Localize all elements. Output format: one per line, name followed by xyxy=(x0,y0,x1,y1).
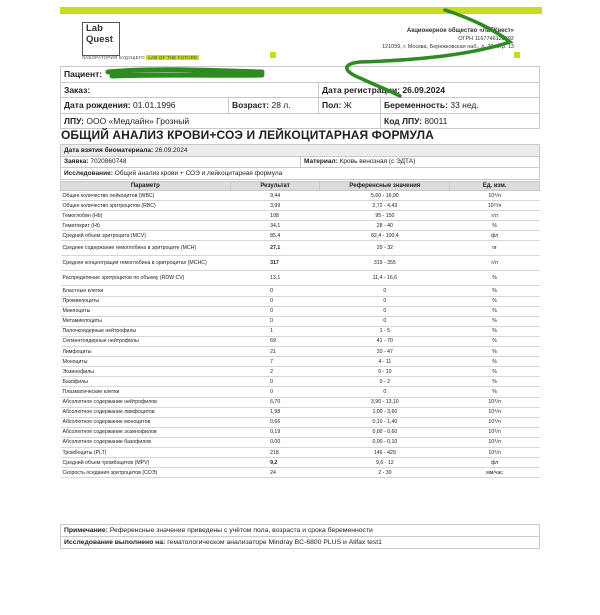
lpu-code-cell xyxy=(381,113,540,129)
reference-cell: 5,60 - 16,90 xyxy=(320,191,450,201)
parameter-cell: Гемоглобин (Hb) xyxy=(61,211,231,221)
result-cell: 0,19 xyxy=(230,427,320,437)
result-cell: 24 xyxy=(230,468,320,478)
material-value: Кровь венозная (с ЭДТА) xyxy=(339,158,416,166)
age-cell xyxy=(229,98,319,114)
reference-cell: 2 - 30 xyxy=(320,468,450,478)
sex-value: Ж xyxy=(343,100,352,111)
sex-cell xyxy=(319,98,381,114)
parameter-cell: Абсолютное содержание нейтрофилов xyxy=(61,397,231,407)
parameter-cell: Метамиелоциты xyxy=(61,316,231,326)
reference-cell: 95 - 150 xyxy=(320,211,450,221)
table-row xyxy=(61,241,540,256)
pregnancy-value: 33 нед. xyxy=(450,100,479,111)
parameter-cell: Плазматические клетки xyxy=(61,387,231,397)
result-cell: 317 xyxy=(230,256,320,271)
labquest-logo xyxy=(82,22,120,56)
table-row xyxy=(61,221,540,231)
dob-value: 01.01.1996 xyxy=(132,100,176,111)
table-row xyxy=(61,326,540,336)
lpu-cell xyxy=(61,113,381,129)
table-row xyxy=(61,407,540,417)
result-cell: 218 xyxy=(230,447,320,457)
parameter-cell: Средняя концентрация гемоглобина в эритроцитах (MCHC) xyxy=(61,256,231,271)
reference-cell: 0 - 2 xyxy=(320,377,450,387)
reference-cell: 3,90 - 13,10 xyxy=(320,397,450,407)
unit-cell: 10⁹/л xyxy=(450,397,540,407)
unit-cell: 10⁹/л xyxy=(450,407,540,417)
unit-cell: г/л xyxy=(450,211,540,221)
parameter-cell: Средний объем тромбоцитов (MPV) xyxy=(61,458,231,468)
reference-cell: 11,4 - 16,6 xyxy=(320,271,450,286)
parameter-cell: Базофилы xyxy=(61,377,231,387)
parameter-cell: Сегментоядерные нейтрофилы xyxy=(61,336,231,346)
reference-cell: 319 - 355 xyxy=(320,256,450,271)
results-table xyxy=(60,181,540,478)
company-address: 121059, г. Москва, Бережковская наб., д. 20, стр. 13 xyxy=(381,44,514,50)
request-label: Заявка: xyxy=(64,158,89,166)
reference-cell: 41 - 70 xyxy=(320,336,450,346)
table-row xyxy=(61,316,540,326)
table-row xyxy=(61,367,540,377)
result-cell: 0 xyxy=(230,377,320,387)
analyzer-cell xyxy=(61,537,540,549)
patient-row xyxy=(61,67,540,83)
table-row xyxy=(61,306,540,316)
unit-cell: 10⁹/л xyxy=(450,427,540,437)
pregnancy-label: Беременность: xyxy=(384,100,448,111)
reference-cell: 2,72 - 4,43 xyxy=(320,201,450,211)
reference-cell: 1 - 5 xyxy=(320,326,450,336)
result-cell: 7 xyxy=(230,357,320,367)
parameter-cell: Среднее содержание гемоглобина в эритроците (MCH) xyxy=(61,241,231,256)
dob-label: Дата рождения: xyxy=(64,100,131,111)
unit-cell: фл xyxy=(450,231,540,241)
parameter-cell: Средний объем эритроцита (MCV) xyxy=(61,231,231,241)
tagline-left: ЛАБОРАТОРИЯ БУДУЩЕГО xyxy=(82,55,145,60)
unit-cell: % xyxy=(450,316,540,326)
note-label: Примечание: xyxy=(64,527,108,534)
unit-cell: % xyxy=(450,357,540,367)
reference-cell: 20 - 47 xyxy=(320,347,450,357)
result-cell: 0 xyxy=(230,387,320,397)
table-row xyxy=(61,296,540,306)
note-cell xyxy=(61,525,540,537)
parameter-cell: Гематокрит (Ht) xyxy=(61,221,231,231)
result-cell: 0 xyxy=(230,296,320,306)
study-value: Общий анализ крови + СОЭ и лейкоцитарная формула xyxy=(114,169,283,177)
unit-cell: г/л xyxy=(450,256,540,271)
reference-cell: 0 xyxy=(320,306,450,316)
unit-cell: 10⁹/л xyxy=(450,447,540,457)
unit-cell: % xyxy=(450,367,540,377)
registration-date: 26.09.2024 xyxy=(402,84,445,95)
parameter-cell: Моноциты xyxy=(61,357,231,367)
unit-cell: % xyxy=(450,336,540,346)
result-cell: 0 xyxy=(230,286,320,296)
unit-cell: % xyxy=(450,306,540,316)
parameter-cell: Эозинофилы xyxy=(61,367,231,377)
reference-cell: 1,00 - 3,60 xyxy=(320,407,450,417)
result-cell: 21 xyxy=(230,347,320,357)
unit-cell: % xyxy=(450,377,540,387)
reference-cell: 28 - 40 xyxy=(320,221,450,231)
table-row xyxy=(61,357,540,367)
pregnancy-cell xyxy=(381,98,540,114)
registration-cell xyxy=(319,82,540,98)
company-ogrn: ОГРН 1167746128692 xyxy=(458,36,514,42)
order-label: Заказ: xyxy=(64,84,91,95)
result-cell: 27,1 xyxy=(230,241,320,256)
study-cell xyxy=(61,168,540,180)
lpu-code-label: Код ЛПУ: xyxy=(384,115,423,126)
unit-cell: % xyxy=(450,387,540,397)
table-row xyxy=(61,468,540,478)
table-row xyxy=(61,336,540,346)
unit-cell: % xyxy=(450,286,540,296)
result-cell: 3,99 xyxy=(230,201,320,211)
table-row xyxy=(61,256,540,271)
result-cell: 34,1 xyxy=(230,221,320,231)
table-row xyxy=(61,417,540,427)
unit-cell: % xyxy=(450,326,540,336)
brand-top-bar xyxy=(60,7,542,14)
table-row xyxy=(61,201,540,211)
result-cell: 85,4 xyxy=(230,231,320,241)
parameter-cell: Общее количество эритроцитов (RBC) xyxy=(61,201,231,211)
unit-cell: фл xyxy=(450,458,540,468)
parameter-cell: Палочкоядерные нейтрофилы xyxy=(61,326,231,336)
dob-cell xyxy=(61,98,229,114)
analyzer-label: Исследование выполнено на: xyxy=(64,539,166,546)
lpu-label: ЛПУ: xyxy=(64,115,84,126)
unit-cell: % xyxy=(450,347,540,357)
lpu-code-value: 80011 xyxy=(424,115,448,126)
reference-cell: 0 xyxy=(320,387,450,397)
result-cell: 0 xyxy=(230,306,320,316)
result-cell: 9,44 xyxy=(230,191,320,201)
reference-cell: 0,00 - 0,60 xyxy=(320,427,450,437)
result-cell: 9,2 xyxy=(230,458,320,468)
sample-date-label: Дата взятия биоматериала: xyxy=(64,146,154,154)
logo-tagline xyxy=(82,55,199,60)
reference-cell: 0 - 10 xyxy=(320,367,450,377)
reference-cell: 146 - 429 xyxy=(320,447,450,457)
result-cell: 1,98 xyxy=(230,407,320,417)
parameter-cell: Абсолютное содержание базофилов xyxy=(61,437,231,447)
parameter-cell: Абсолютное содержание лимфоцитов xyxy=(61,407,231,417)
table-row xyxy=(61,437,540,447)
reference-cell: 0,10 - 1,40 xyxy=(320,417,450,427)
tagline-right: LAB OF THE FUTURE xyxy=(148,55,198,60)
unit-cell: мм/час xyxy=(450,468,540,478)
note-value: Референсные значение приведены с учётом пола, возраста и срока беременности xyxy=(109,527,373,534)
header-unit: Ед. изм. xyxy=(450,182,540,191)
header-parameter: Параметр xyxy=(61,182,231,191)
parameter-cell: Распределение эритроцитов по объему (RDW CV) xyxy=(61,271,231,286)
table-row xyxy=(61,211,540,221)
reference-cell: 0,00 - 0,10 xyxy=(320,437,450,447)
analyzer-value: гематологическом анализаторе Mindray BC-6800 PLUS и Alifax test1 xyxy=(167,539,382,546)
unit-cell: % xyxy=(450,296,540,306)
table-row xyxy=(61,347,540,357)
parameter-cell: Общее количество лейкоцитов (WBC) xyxy=(61,191,231,201)
reference-cell: 29 - 32 xyxy=(320,241,450,256)
sample-info-table xyxy=(60,144,540,180)
report-title: ОБЩИЙ АНАЛИЗ КРОВИ+СОЭ И ЛЕЙКОЦИТАРНАЯ ФОРМУЛА xyxy=(61,128,434,142)
company-block xyxy=(382,27,514,51)
unit-cell: 10¹²/л xyxy=(450,201,540,211)
reference-cell: 9,6 - 12 xyxy=(320,458,450,468)
reference-cell: 0 xyxy=(320,286,450,296)
parameter-cell: Миелоциты xyxy=(61,306,231,316)
result-cell: 69 xyxy=(230,336,320,346)
parameter-cell: Лимфоциты xyxy=(61,347,231,357)
result-cell: 0 xyxy=(230,316,320,326)
age-label: Возраст: xyxy=(232,100,270,111)
parameter-cell: Абсолютное содержание эозинофилов xyxy=(61,427,231,437)
table-row xyxy=(61,286,540,296)
table-row xyxy=(61,271,540,286)
study-label: Исследование: xyxy=(64,169,113,177)
patient-label: Пациент: xyxy=(64,69,103,80)
results-body xyxy=(61,191,540,478)
footer-table xyxy=(60,524,540,549)
logo-line1: Lab xyxy=(86,23,103,34)
material-cell xyxy=(301,156,540,168)
lpu-value: ООО «Медлайн» Грозный xyxy=(86,115,190,126)
table-row xyxy=(61,397,540,407)
registration-label: Дата регистрации: xyxy=(322,84,401,95)
result-cell: 13,1 xyxy=(230,271,320,286)
reference-cell: 0 xyxy=(320,296,450,306)
result-cell: 2 xyxy=(230,367,320,377)
sample-date-cell xyxy=(61,145,540,157)
unit-cell: % xyxy=(450,271,540,286)
material-label: Материал: xyxy=(304,158,338,166)
sample-date-value: 26.09.2024 xyxy=(154,146,188,154)
company-name: Акционерное общество «ЛабКвест» xyxy=(406,28,514,34)
table-row xyxy=(61,427,540,437)
table-row xyxy=(61,387,540,397)
parameter-cell: Абсолютное содержание моноцитов xyxy=(61,417,231,427)
unit-cell: 10⁹/л xyxy=(450,191,540,201)
reference-cell: 0 xyxy=(320,316,450,326)
unit-cell: % xyxy=(450,221,540,231)
parameter-cell: Тромбоциты (PLT) xyxy=(61,447,231,457)
table-row xyxy=(61,458,540,468)
result-cell: 6,70 xyxy=(230,397,320,407)
sex-label: Пол: xyxy=(322,100,342,111)
header-result: Результат xyxy=(230,182,320,191)
reference-cell: 82,4 - 100,4 xyxy=(320,231,450,241)
table-row xyxy=(61,191,540,201)
reference-cell: 4 - 11 xyxy=(320,357,450,367)
header-reference: Референсные значения xyxy=(320,182,450,191)
request-value: 7020860748 xyxy=(90,158,127,166)
parameter-cell: Бластные клетки xyxy=(61,286,231,296)
unit-cell: 10⁹/л xyxy=(450,437,540,447)
unit-cell: пг xyxy=(450,241,540,256)
order-cell xyxy=(61,82,319,98)
age-value: 28 л. xyxy=(271,100,291,111)
unit-cell: 10⁹/л xyxy=(450,417,540,427)
result-cell: 108 xyxy=(230,211,320,221)
result-cell: 0,00 xyxy=(230,437,320,447)
result-cell: 0,66 xyxy=(230,417,320,427)
patient-info-table xyxy=(60,66,540,129)
table-row xyxy=(61,231,540,241)
result-cell: 1 xyxy=(230,326,320,336)
logo-line2: Quest xyxy=(86,34,113,45)
request-cell xyxy=(61,156,301,168)
parameter-cell: Промиелоциты xyxy=(61,296,231,306)
table-row xyxy=(61,377,540,387)
parameter-cell: Скорость оседания эритроцитов (СОЭ) xyxy=(61,468,231,478)
table-row xyxy=(61,447,540,457)
